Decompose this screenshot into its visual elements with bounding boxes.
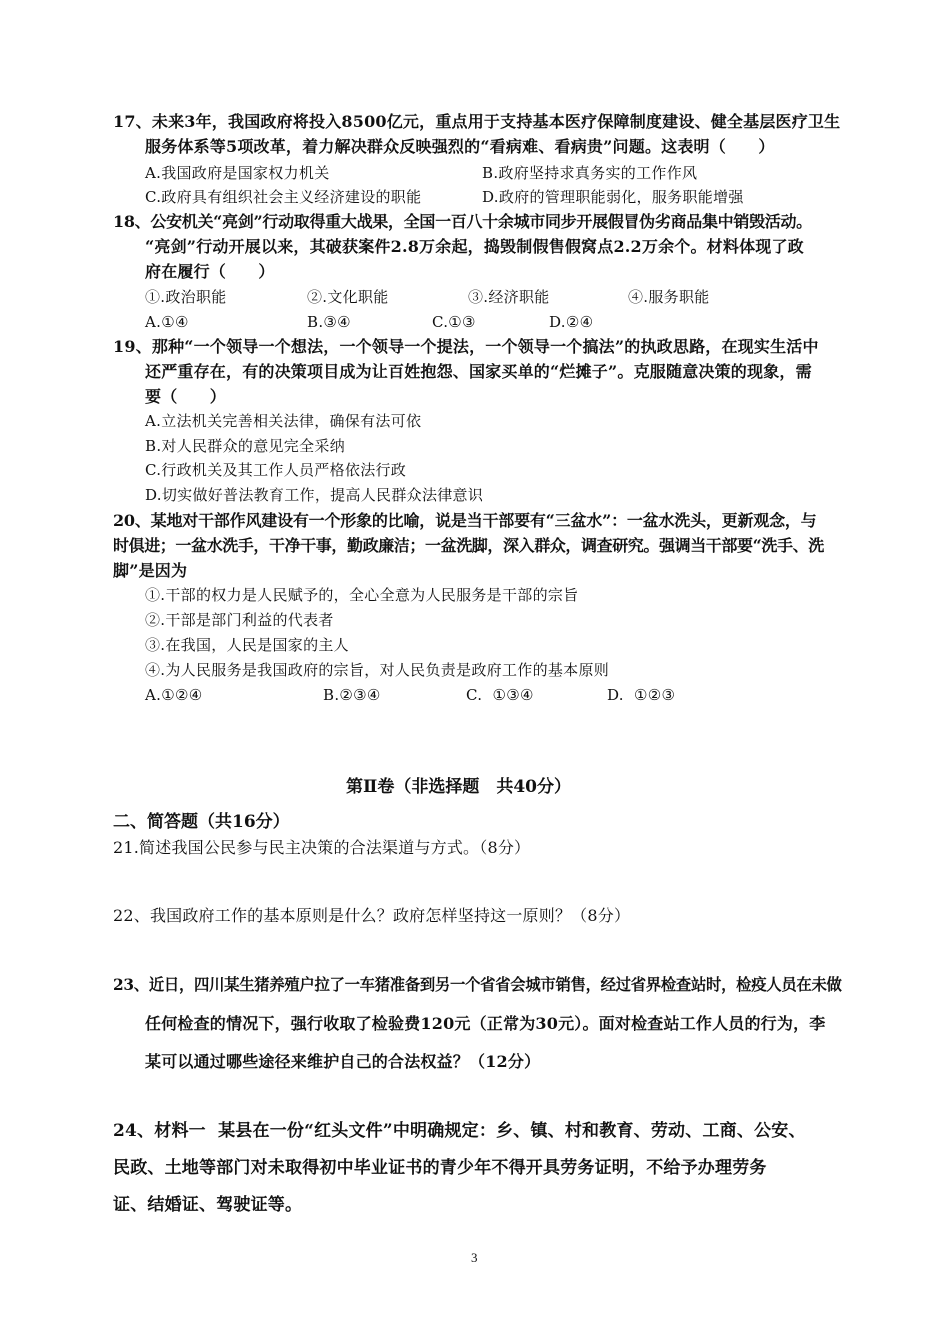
part-2-title: 第Ⅱ卷（非选择题 共40分） — [346, 777, 571, 797]
question-17-line-2: 服务体系等5项改革，着力解决群众反映强烈的“看病难、看病贵”问题。这表明（ ） — [145, 137, 775, 156]
question-24-line-2: 民政、土地等部门对未取得初中毕业证书的青少年不得开具劳务证明，不给予办理劳务 — [113, 1158, 767, 1178]
question-23-line-2: 任何检查的情况下，强行收取了检验费120元（正常为30元）。面对检查站工作人员的行为，李 — [145, 1014, 826, 1033]
q18-item-3: ③.经济职能 — [468, 288, 550, 306]
q19-option-d: D.切实做好普法教育工作，提高人民群众法律意识 — [145, 486, 484, 504]
question-20-line-2: 时俱进；一盆水洗手，干净干事，勤政廉洁；一盆洗脚，深入群众，调查研究。强调当干部要“洗手、洗 — [113, 536, 824, 555]
q20-item-2: ②.干部是部门利益的代表者 — [145, 611, 334, 629]
q18-option-a: A.①④ — [145, 313, 189, 331]
q19-option-a: A.立法机关完善相关法律，确保有法可依 — [145, 412, 422, 430]
q18-option-c: C.①③ — [432, 313, 476, 331]
q20-item-3: ③.在我国，人民是国家的主人 — [145, 636, 349, 654]
question-19-line-3: 要（ ） — [145, 387, 227, 406]
question-21: 21.简述我国公民参与民主决策的合法渠道与方式。（8分） — [113, 838, 531, 857]
q20-option-c: C. ①③④ — [466, 686, 534, 704]
q17-option-d: D.政府的管理职能弱化，服务职能增强 — [482, 188, 744, 206]
q17-option-a: A.我国政府是国家权力机关 — [145, 164, 330, 182]
question-17-line-1: 17、未来3年，我国政府将投入8500亿元，重点用于支持基本医疗保障制度建设、健全基层医疗卫生 — [113, 112, 841, 131]
q20-option-a: A.①②④ — [145, 686, 203, 704]
q20-item-4: ④.为人民服务是我国政府的宗旨，对人民负责是政府工作的基本原则 — [145, 661, 610, 679]
question-18-line-1: 18、公安机关“亮剑”行动取得重大战果，全国一百八十余城市同步开展假冒伪劣商品集中销毁活动。 — [113, 212, 812, 231]
q18-option-d: D.②④ — [549, 313, 594, 331]
q17-option-c: C.政府具有组织社会主义经济建设的职能 — [145, 188, 422, 206]
question-20-line-1: 20、某地对干部作风建设有一个形象的比喻，说是当干部要有“三盆水”：一盆水洗头，更新观念，与 — [113, 511, 817, 530]
question-23-line-3: 某可以通过哪些途径来维护自己的合法权益？（12分） — [145, 1052, 541, 1071]
section-heading: 二、简答题（共16分） — [113, 812, 290, 832]
q19-option-b: B.对人民群众的意见完全采纳 — [145, 437, 345, 455]
question-20-line-3: 脚”是因为 — [113, 561, 188, 580]
q19-option-c: C.行政机关及其工作人员严格依法行政 — [145, 461, 407, 479]
q18-item-4: ④.服务职能 — [628, 288, 710, 306]
q20-option-b: B.②③④ — [323, 686, 381, 704]
q20-option-d: D. ①②③ — [607, 686, 676, 704]
question-18-line-3: 府在履行（ ） — [145, 262, 275, 281]
question-19-line-2: 还严重存在，有的决策项目成为让百姓抱怨、国家买单的“烂摊子”。克服随意决策的现象，需 — [145, 362, 812, 381]
question-23-line-1: 23、近日，四川某生猪养殖户拉了一车猪准备到另一个省省会城市销售，经过省界检查站时，检疫人员在未做 — [113, 975, 842, 994]
question-18-line-2: “亮剑”行动开展以来，其破获案件2.8万余起，捣毁制假售假窝点2.2万余个。材料体现了政 — [145, 237, 804, 256]
question-19-line-1: 19、那种“一个领导一个想法，一个领导一个提法，一个领导一个搞法”的执政思路，在现实生活中 — [113, 337, 819, 356]
q18-item-2: ②.文化职能 — [307, 288, 389, 306]
q18-option-b: B.③④ — [307, 313, 351, 331]
question-24-line-1: 24、材料一 某县在一份“红头文件”中明确规定：乡、镇、村和教育、劳动、工商、公安、 — [113, 1121, 806, 1141]
question-24-line-3: 证、结婚证、驾驶证等。 — [113, 1195, 303, 1215]
question-22: 22、我国政府工作的基本原则是什么？政府怎样坚持这一原则？（8分） — [113, 906, 631, 925]
q20-item-1: ①.干部的权力是人民赋予的，全心全意为人民服务是干部的宗旨 — [145, 586, 579, 604]
page-number: 3 — [471, 1250, 478, 1265]
q17-option-b: B.政府坚持求真务实的工作作风 — [482, 164, 698, 182]
q18-item-1: ①.政治职能 — [145, 288, 227, 306]
